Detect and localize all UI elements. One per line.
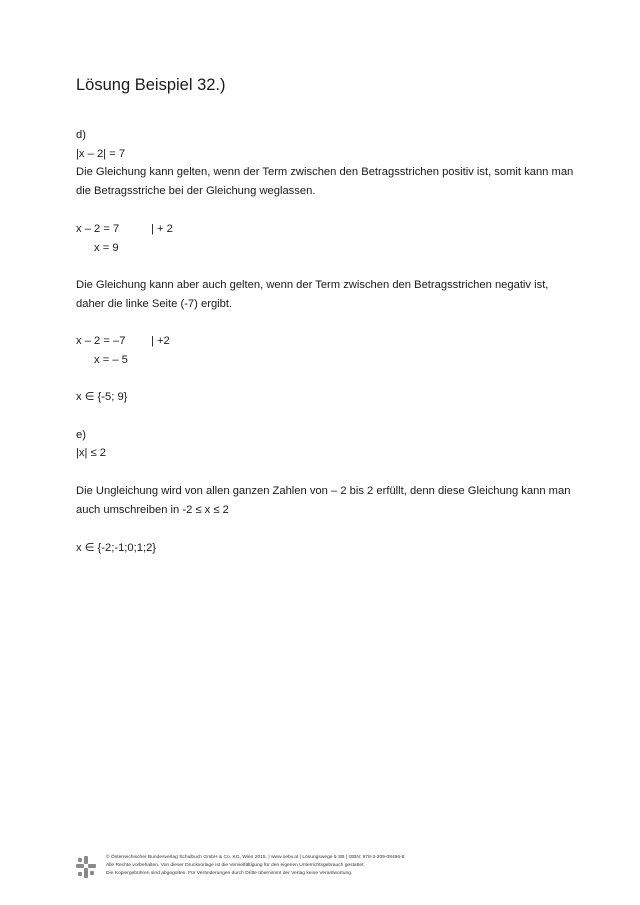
- part-d-explanation-negative: Die Gleichung kann aber auch gelten, wenn der Term zwischen den Betragsstrichen negativ ist, daher die linke Seite (-7) ergibt.: [76, 279, 549, 310]
- case1-operation: | + 2: [151, 223, 173, 235]
- part-d-solution-set: x ∈ {-5; 9}: [76, 391, 128, 403]
- publisher-logo-icon: [76, 856, 96, 878]
- case2-operation: | +2: [151, 335, 170, 347]
- part-d-explanation-positive: Die Gleichung kann gelten, wenn der Term zwischen den Betragsstrichen positiv ist, somit kann man die Betragsstriche bei der Gleichung weglassen.: [76, 166, 574, 197]
- case2-result: x = – 5: [94, 354, 128, 366]
- page-title: Lösung Beispiel 32.): [76, 76, 226, 94]
- case1-result: x = 9: [94, 242, 119, 254]
- part-e-label: e): [76, 429, 86, 441]
- footer-copyright: [106, 854, 404, 878]
- footer-line-3: Die Kopiergebühren sind abgegolten. Für Veränderungen durch Dritte übernimmt der Verlag keine Verantwortung.: [106, 871, 353, 876]
- part-d-label: d): [76, 129, 86, 141]
- part-e-solution-set: x ∈ {-2;-1;0;1;2}: [76, 542, 157, 554]
- part-d-equation: |x – 2| = 7: [76, 148, 126, 160]
- part-e-explanation: Die Ungleichung wird von allen ganzen Zahlen von – 2 bis 2 erfüllt, denn diese Gleichung kann man auch umschreiben in -2 ≤ x ≤ 2: [76, 485, 571, 516]
- case2-equation: x – 2 = –7: [76, 335, 126, 347]
- part-e-inequality: |x| ≤ 2: [76, 447, 106, 459]
- footer-line-2: Alle Rechte vorbehalten. Von dieser Druckvorlage ist die Vervielfältigung für den eigenen Unterrichtsgebrauch gestattet.: [106, 863, 365, 868]
- footer-line-1: © Österreichischer Bundesverlag Schulbuch GmbH & Co. KG, Wien 2015. | www.oebv.at | Lösungswege 5 SB | ISBN: 978-3-209-08466-8: [106, 855, 405, 860]
- case1-equation: x – 2 = 7: [76, 223, 120, 235]
